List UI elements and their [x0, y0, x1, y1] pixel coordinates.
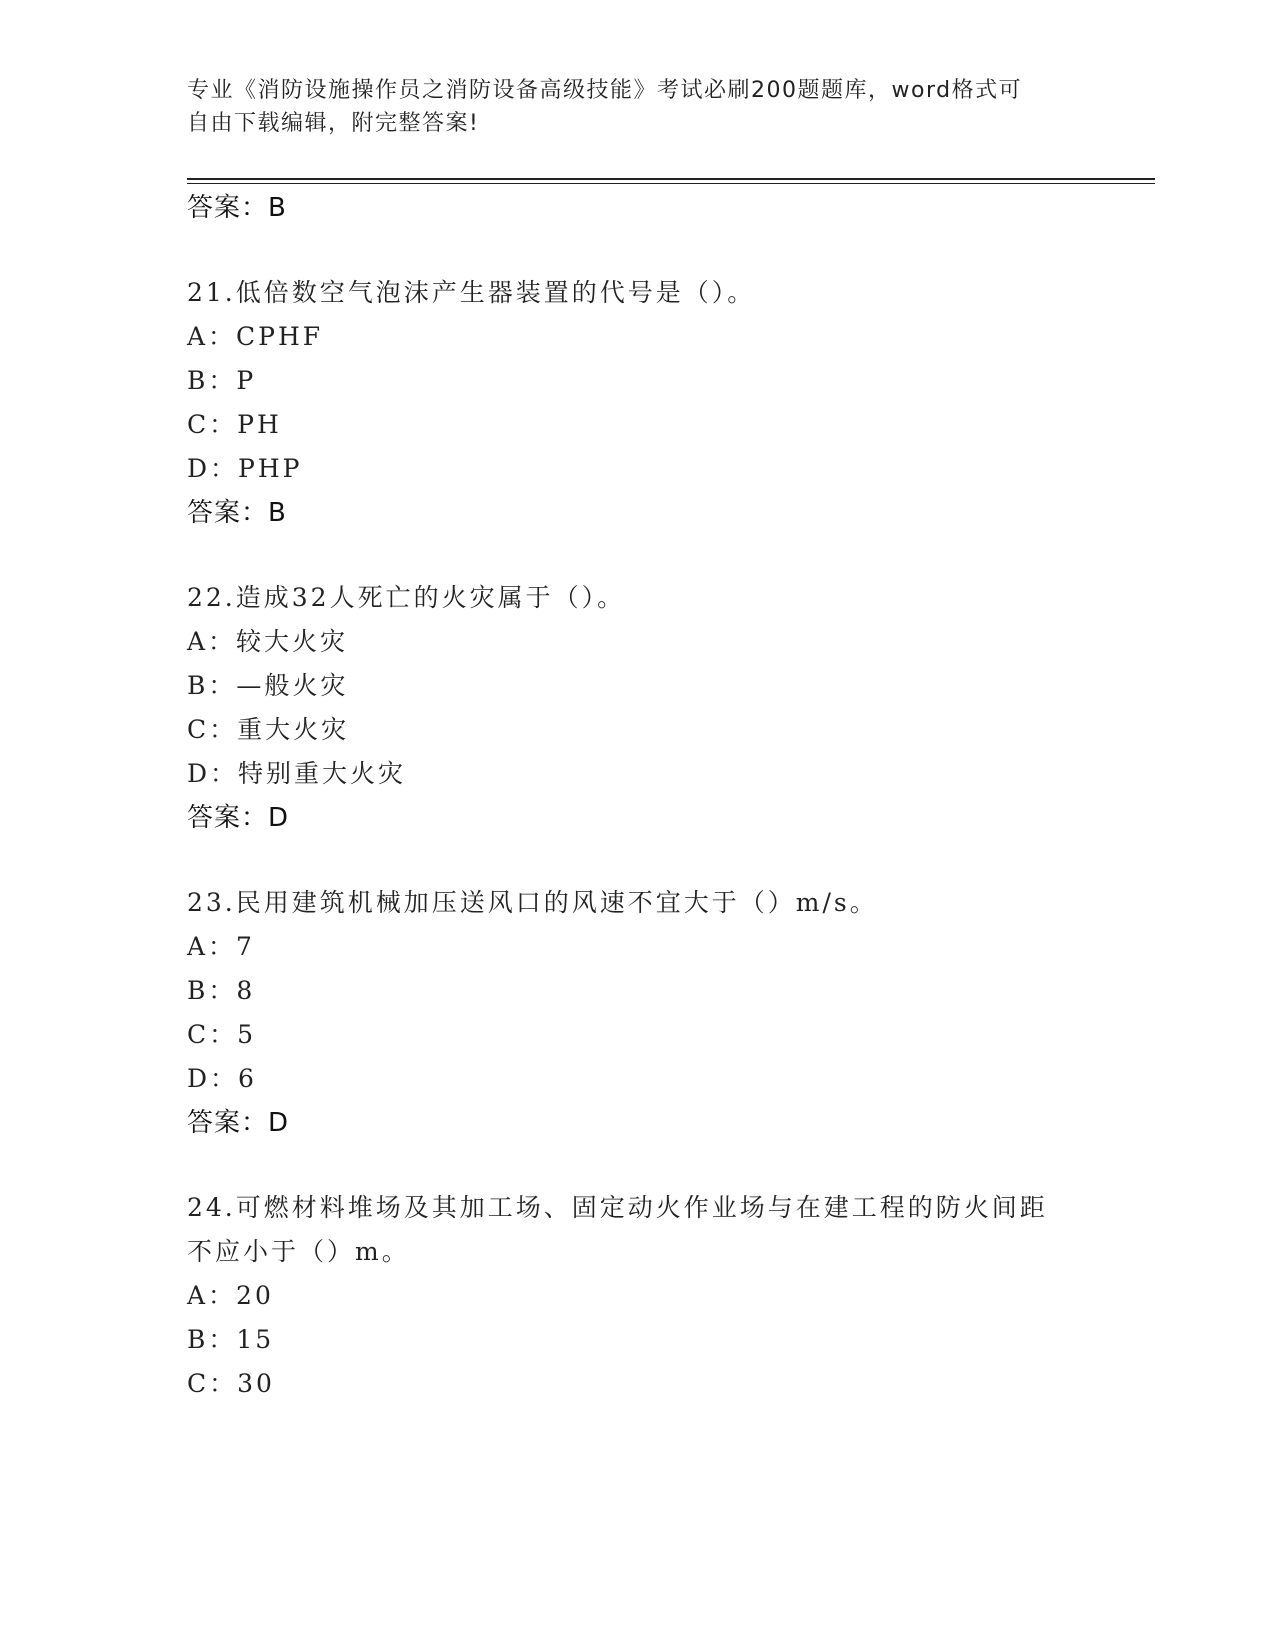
- header-line-2: 自由下载编辑，附完整答案!: [187, 111, 480, 136]
- question-21-option-b: B：P: [187, 366, 257, 395]
- document-header: [187, 74, 1067, 140]
- question-23-option-b: B：8: [187, 976, 256, 1005]
- question-23-option-c: C：5: [187, 1020, 257, 1049]
- question-23-answer: 答案：D: [187, 1108, 290, 1138]
- question-21-stem: 21.低倍数空气泡沫产生器装置的代号是（）。: [187, 278, 756, 307]
- question-21-answer: 答案：B: [187, 498, 287, 528]
- question-22-option-c: C：重大火灾: [187, 715, 350, 744]
- question-23-option-a: A：7: [187, 932, 255, 961]
- question-22-option-d: D：特别重大火灾: [187, 759, 407, 788]
- question-22-option-a: A：较大火灾: [187, 627, 349, 656]
- question-24-stem-line-2: 不应小于（）m。: [187, 1237, 410, 1266]
- question-23-stem: 23.民用建筑机械加压送风口的风速不宜大于（）m/s。: [187, 888, 878, 917]
- question-24-stem-line-1: 24.可燃材料堆场及其加工场、固定动火作业场与在建工程的防火间距: [187, 1193, 1048, 1222]
- header-line-1: 专业《消防设施操作员之消防设备高级技能》考试必刷200题题库，word格式可: [187, 78, 1023, 103]
- question-24-option-b: B：15: [187, 1325, 275, 1354]
- question-24-option-c: C：30: [187, 1369, 275, 1398]
- question-21-option-d: D：PHP: [187, 454, 303, 483]
- question-23-option-d: D：6: [187, 1064, 257, 1093]
- header-divider-thick: [187, 178, 1155, 180]
- question-22-stem: 22.造成32人死亡的火灾属于（）。: [187, 583, 626, 612]
- question-22-option-b: B：—般火灾: [187, 671, 349, 700]
- question-24-option-a: A：20: [187, 1281, 274, 1310]
- question-21-option-c: C：PH: [187, 410, 282, 439]
- header-divider-thin: [187, 183, 1155, 184]
- question-22-answer: 答案：D: [187, 803, 290, 833]
- question-21-option-a: A：CPHF: [187, 322, 324, 351]
- previous-answer: 答案：B: [187, 193, 287, 223]
